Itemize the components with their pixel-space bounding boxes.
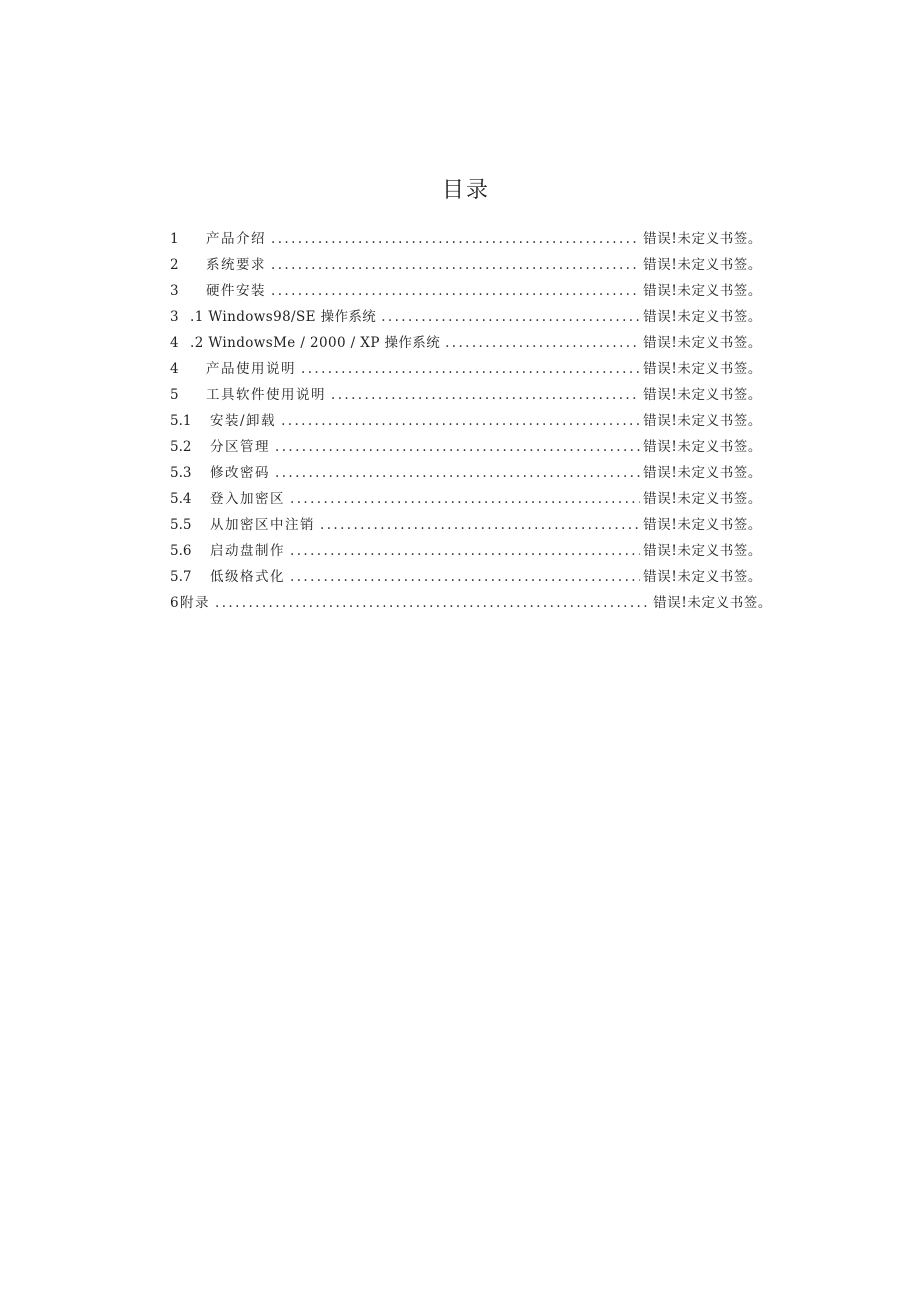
toc-dot-leader	[381, 304, 640, 330]
toc-entry-page-ref: 错误!未定义书签。	[643, 439, 762, 455]
toc-entry-number: 3	[170, 309, 179, 325]
toc-dot-leader	[271, 226, 640, 252]
toc-entry-page-ref: 错误!未定义书签。	[643, 569, 762, 585]
toc-entry-title: 登入加密区	[210, 491, 285, 507]
toc-entry-page-ref: 错误!未定义书签。	[643, 361, 762, 377]
toc-entry-page-ref: 错误!未定义书签。	[643, 309, 762, 325]
toc-entry[interactable]	[170, 252, 762, 278]
toc-entry-page-ref: 错误!未定义书签。	[643, 335, 762, 351]
toc-entry-number: 5	[170, 387, 179, 403]
toc-entry[interactable]	[170, 512, 762, 538]
toc-entry[interactable]	[170, 356, 762, 382]
toc-dot-leader	[281, 408, 640, 434]
toc-entry[interactable]	[170, 226, 762, 252]
toc-entry-number: 5.7	[170, 569, 192, 585]
toc-entry-title: 产品使用说明	[206, 361, 296, 377]
toc-entry-number: 5.1	[170, 413, 192, 429]
toc-entry-number: 5.2	[170, 439, 192, 455]
toc-entry[interactable]	[170, 330, 762, 356]
toc-entry-title: 附录	[180, 595, 210, 611]
table-of-contents	[170, 226, 772, 616]
toc-entry-page-ref: 错误!未定义书签。	[643, 491, 762, 507]
toc-entry-number: 5.3	[170, 465, 192, 481]
toc-entry-title: 系统要求	[206, 257, 266, 273]
toc-entry-page-ref: 错误!未定义书签。	[643, 517, 762, 533]
toc-entry-title: 修改密码	[210, 465, 270, 481]
toc-entry-title: 低级格式化	[210, 569, 285, 585]
toc-entry-number: 3	[170, 283, 179, 299]
toc-title: 目录	[441, 178, 490, 203]
toc-entry-number: 4	[170, 361, 179, 377]
toc-entry-page-ref: 错误!未定义书签。	[643, 413, 762, 429]
toc-entry-page-ref: 错误!未定义书签。	[643, 465, 762, 481]
toc-entry-page-ref: 错误!未定义书签。	[643, 257, 762, 273]
toc-entry-page-ref: 错误!未定义书签。	[653, 595, 772, 611]
toc-entry-title: 从加密区中注销	[210, 517, 315, 533]
toc-entry[interactable]	[170, 278, 762, 304]
toc-entry-page-ref: 错误!未定义书签。	[643, 283, 762, 299]
toc-dot-leader	[290, 486, 640, 512]
toc-entry-title: 产品介绍	[206, 231, 266, 247]
toc-entry-title: .1 Windows98/SE 操作系统	[190, 309, 377, 325]
toc-entry[interactable]	[170, 304, 762, 330]
toc-entry[interactable]	[170, 382, 762, 408]
toc-entry-page-ref: 错误!未定义书签。	[643, 387, 762, 403]
toc-entry[interactable]	[170, 434, 762, 460]
toc-dot-leader	[320, 512, 640, 538]
toc-dot-leader	[290, 564, 640, 590]
toc-entry-title: 启动盘制作	[210, 543, 285, 559]
toc-entry-number: 2	[170, 257, 179, 273]
toc-entry-number: 6	[170, 595, 179, 611]
toc-entry-title: 硬件安装	[206, 283, 266, 299]
toc-entry[interactable]	[170, 460, 762, 486]
toc-entry-page-ref: 错误!未定义书签。	[643, 543, 762, 559]
toc-entry[interactable]	[170, 590, 772, 616]
toc-entry-title: 安装/卸载	[210, 413, 277, 429]
toc-entry-title: 工具软件使用说明	[206, 387, 326, 403]
toc-dot-leader	[445, 330, 640, 356]
toc-entry-title: 分区管理	[210, 439, 270, 455]
toc-entry-number: 4	[170, 335, 179, 351]
toc-entry[interactable]	[170, 486, 762, 512]
toc-dot-leader	[331, 382, 640, 408]
toc-entry-number: 1	[170, 231, 179, 247]
toc-entry-number: 5.4	[170, 491, 192, 507]
toc-dot-leader	[301, 356, 640, 382]
toc-entry[interactable]	[170, 564, 762, 590]
toc-entry-number: 5.5	[170, 517, 192, 533]
toc-dot-leader	[215, 590, 650, 616]
toc-dot-leader	[275, 460, 640, 486]
toc-dot-leader	[275, 434, 640, 460]
toc-dot-leader	[290, 538, 640, 564]
toc-entry-page-ref: 错误!未定义书签。	[643, 231, 762, 247]
toc-dot-leader	[271, 252, 640, 278]
toc-entry[interactable]	[170, 408, 762, 434]
toc-entry-title: .2 WindowsMe / 2000 / XP 操作系统	[190, 335, 441, 351]
toc-dot-leader	[271, 278, 640, 304]
toc-entry-number: 5.6	[170, 543, 192, 559]
toc-entry[interactable]	[170, 538, 762, 564]
